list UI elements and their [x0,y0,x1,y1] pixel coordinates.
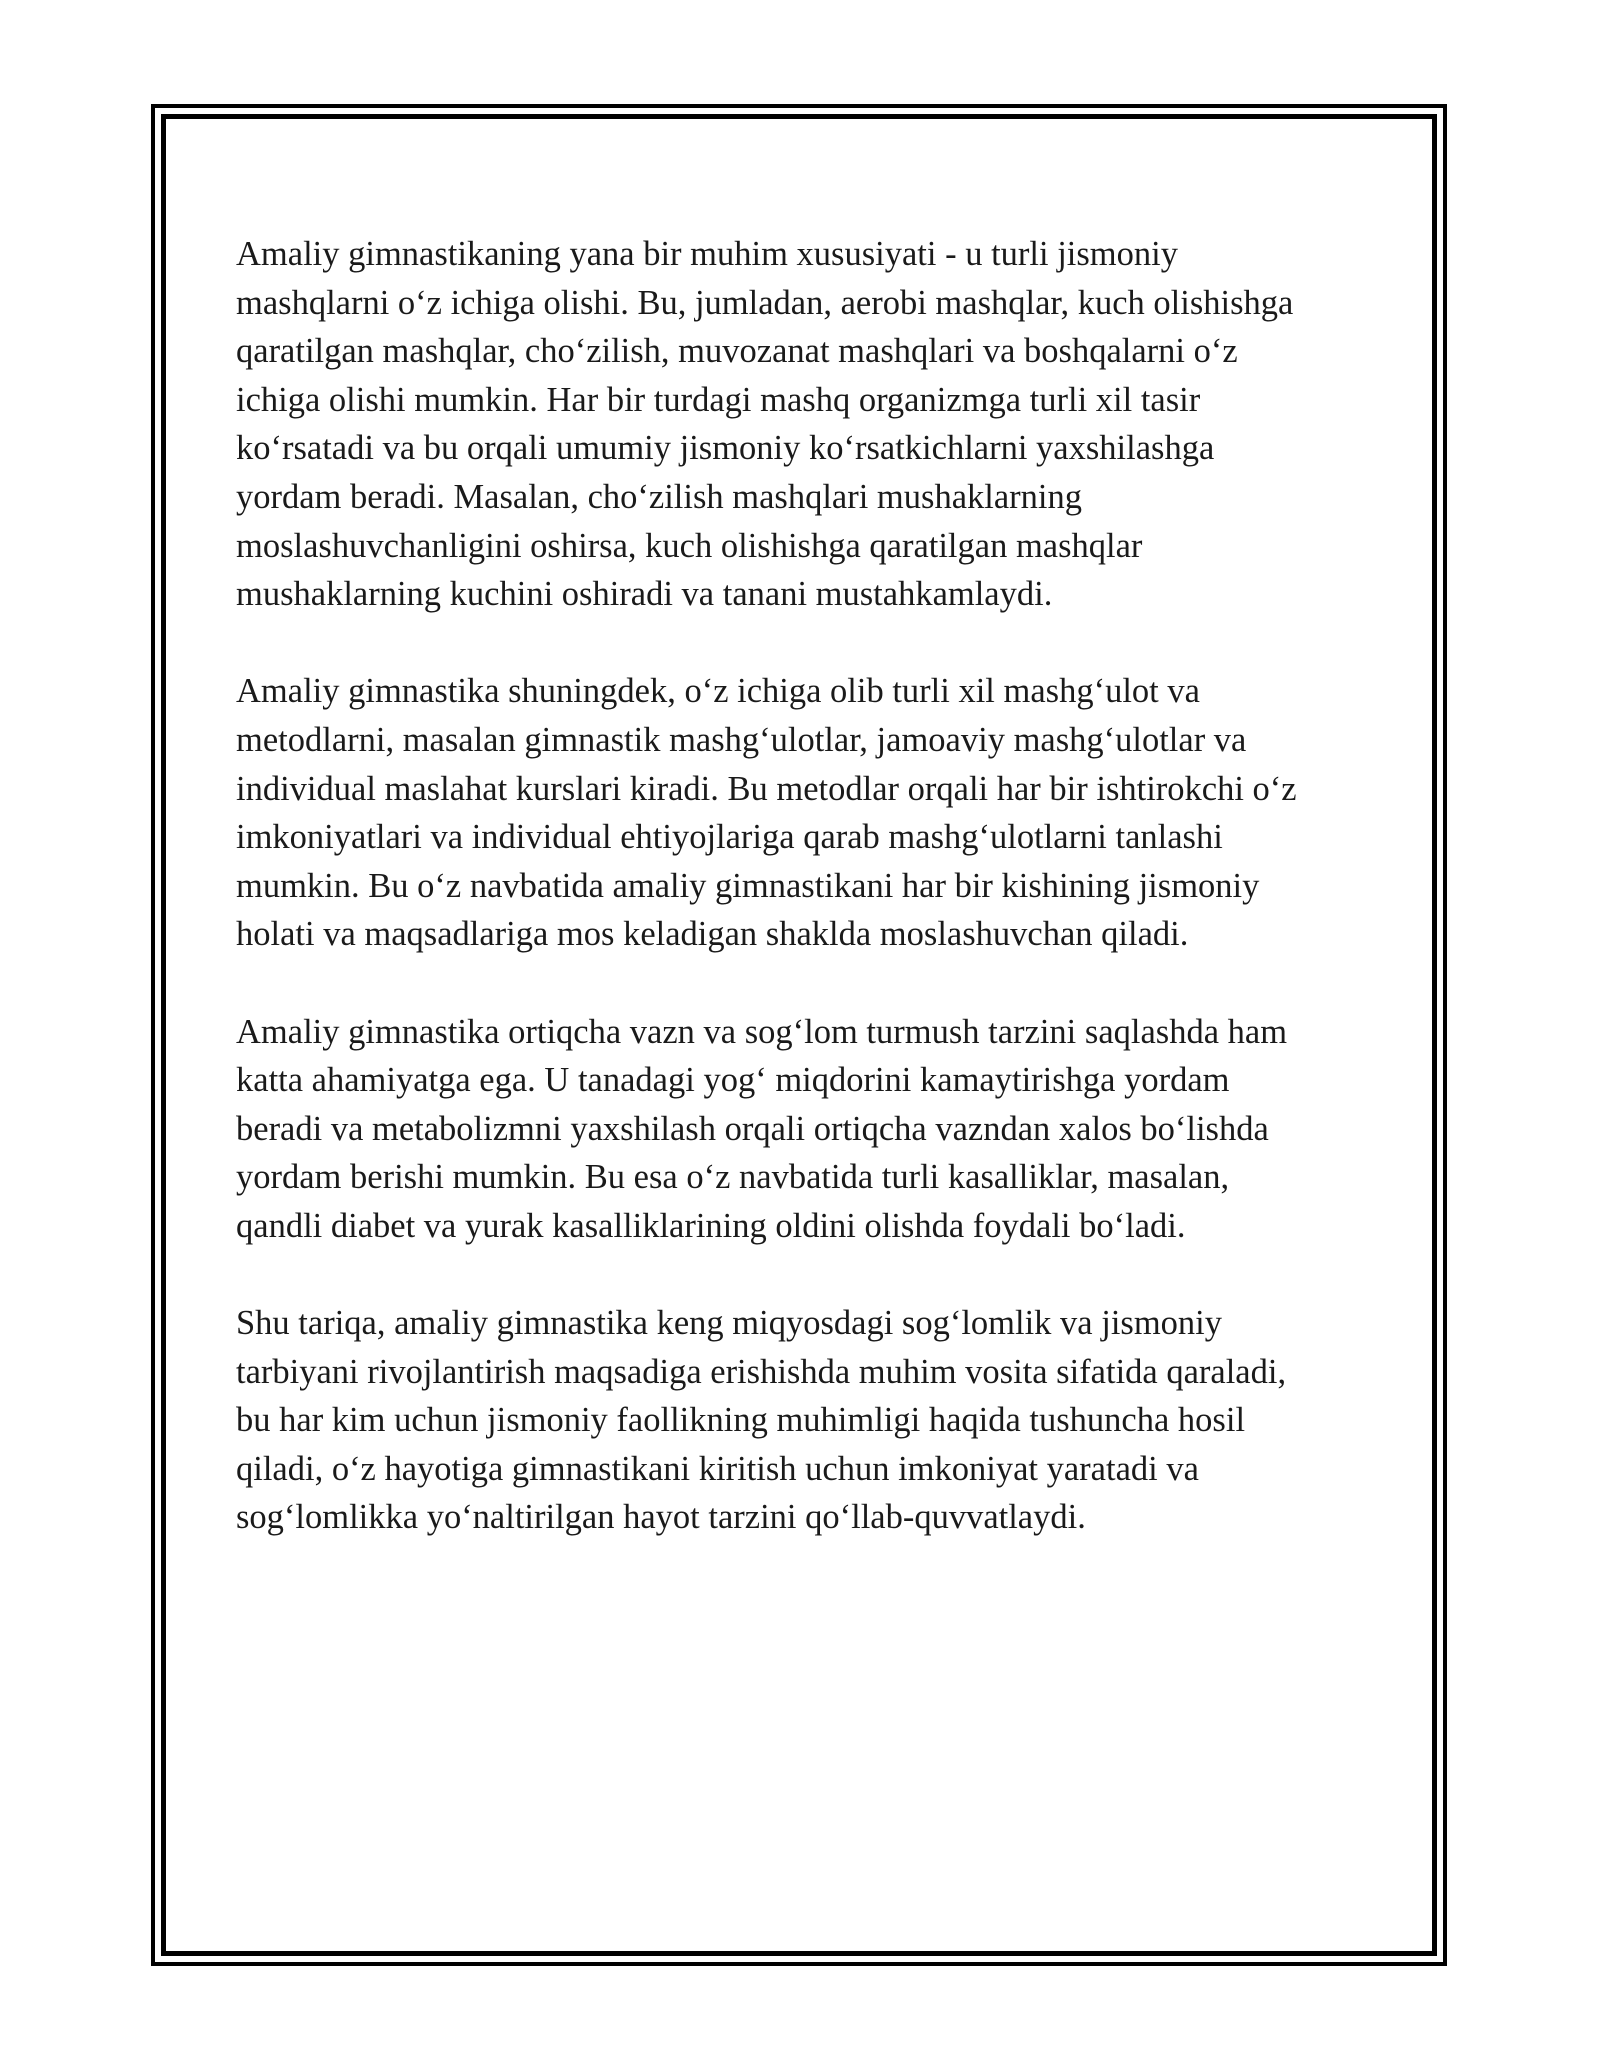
paragraph-2: Amaliy gimnastika shuningdek, o‘z ichiga olib turli xil mashg‘ulot va metodlarni, masalan gimnastik mashg‘ulotlar, jamoaviy mashg‘ulotlar va individual maslahat kurslari kiradi. Bu metodlar orqali har bir ishtirokchi o‘z imkoniyatlari va individual ehtiyojlariga qarab mashg‘ulotlarni tanlashi mumkin. Bu o‘z navbatida amaliy gimnastikani har bir kishining jismoniy holati va maqsadlariga mos keladigan shaklda moslashuvchan qiladi. [236,672,1297,954]
paragraph-4: Shu tariqa, amaliy gimnastika keng miqyosdagi sog‘lomlik va jismoniy tarbiyani rivojlantirish maqsadiga erishishda muhim vosita sifatida qaraladi, bu har kim uchun jismoniy faollikning muhimligi haqida tushuncha hosil qiladi, o‘z hayotiga gimnastikani kiritish uchun imkoniyat yaratadi va sog‘lomlikka yo‘naltirilgan hayot tarzini qo‘llab-quvvatlaydi. [236,1304,1287,1537]
paragraph-1: Amaliy gimnastikaning yana bir muhim xususiyati - u turli jismoniy mashqlarni o‘z ichiga olishi. Bu, jumladan, aerobi mashqlar, kuch olishishga qaratilgan mashqlar, cho‘zilish, muvozanat mashqlari va boshqalarni o‘z ichiga olishi mumkin. Har bir turdagi mashq organizmga turli xil tasir ko‘rsatadi va bu orqali umumiy jismoniy ko‘rsatkichlarni yaxshilashga yordam beradi. Masalan, cho‘zilish mashqlari mushaklarning moslashuvchanligini oshirsa, kuch olishishga qaratilgan mashqlar mushaklarning kuchini oshiradi va tanani mustahkamlaydi. [236,235,1294,614]
paragraph-3: Amaliy gimnastika ortiqcha vazn va sog‘lom turmush tarzini saqlashda ham katta ahamiyatga ega. U tanadagi yog‘ miqdorini kamaytirishga yordam beradi va metabolizmni yaxshilash orqali ortiqcha vazndan xalos bo‘lishda yordam berishi mumkin. Bu esa o‘z navbatida turli kasalliklar, masalan, qandli diabet va yurak kasalliklarining oldini olishda foydali bo‘ladi. [236,1012,1288,1245]
document-body [236,230,1386,1591]
